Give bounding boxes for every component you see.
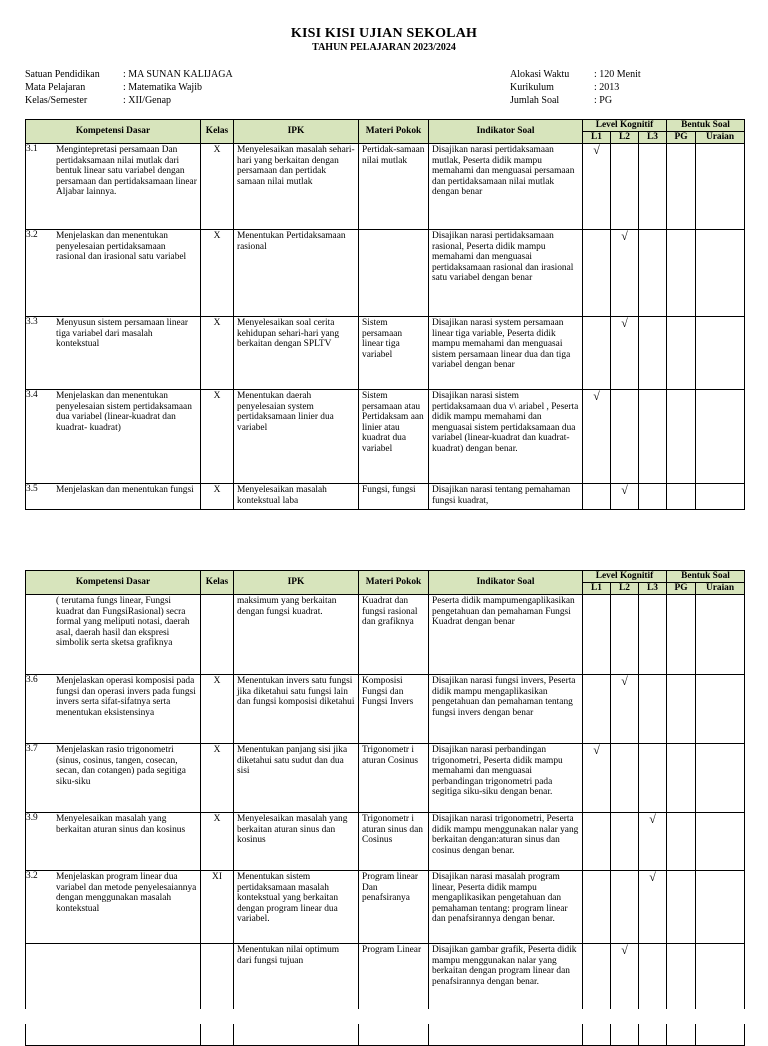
table-row [26, 871, 745, 944]
header-materi-pokok: Materi Pokok [359, 571, 429, 595]
table-row [26, 144, 745, 230]
document-subtitle: TAHUN PELAJARAN 2023/2024 [312, 42, 456, 53]
bentuk-uraian-cell [696, 813, 745, 871]
level-l2-cell [611, 317, 639, 390]
header-bentuk-soal: Bentuk Soal [667, 571, 745, 583]
kd-text: Menjelaskan dan menentukan fungsi [56, 485, 194, 495]
table-row [26, 230, 745, 317]
kd-number: 3.2 [26, 230, 38, 240]
indikator-soal-cell: Disajikan narasi trigonometri, Peserta didik mampu menggunakan nalar yang berkaitan dengan:aturan sinus dan cosinus dengan benar. [429, 813, 583, 871]
kompetensi-dasar-cell [26, 390, 201, 484]
ipk-cell: Menyelesaikan masalah sehari-hari yang berkaitan dengan persamaan dan pertidak samaan nilai mutlak [234, 144, 359, 230]
table-row [26, 595, 745, 675]
header-bentuk-soal: Bentuk Soal [667, 120, 745, 132]
level-l3-cell [639, 813, 667, 871]
header-kelas: Kelas [201, 120, 234, 144]
header-level-kognitif: Level Kognitif [583, 120, 667, 132]
bentuk-uraian-cell [696, 230, 745, 317]
ipk-cell: Menentukan nilai optimum dari fungsi tujuan [234, 944, 359, 1016]
check-mark-icon: √ [593, 743, 600, 757]
materi-pokok-cell: Pertidak-samaan nilai mutlak [359, 144, 429, 230]
indikator-soal-cell: Disajikan narasi tentang pemahaman fungsi kuadrat, [429, 484, 583, 510]
table-row [26, 390, 745, 484]
level-l1-cell [583, 813, 611, 871]
level-l2-cell [611, 390, 639, 484]
ipk-cell: Menentukan panjang sisi jika diketahui satu sudut dan dua sisi [234, 744, 359, 813]
level-l3-cell [639, 144, 667, 230]
materi-pokok-cell: Program linear Dan penafsiranya [359, 871, 429, 944]
table-row [26, 744, 745, 813]
level-l2-cell [611, 484, 639, 510]
kd-number: 3.7 [26, 744, 38, 754]
header-level-kognitif: Level Kognitif [583, 571, 667, 583]
check-mark-icon: √ [593, 389, 600, 403]
level-l1-cell [583, 744, 611, 813]
header-indikator-soal: Indikator Soal [429, 120, 583, 144]
header-l3: L3 [639, 583, 667, 595]
bentuk-pg-cell [667, 813, 696, 871]
header-ipk: IPK [234, 571, 359, 595]
level-l3-cell [639, 675, 667, 744]
level-l1-cell [583, 230, 611, 317]
document-title: KISI KISI UJIAN SEKOLAH [290, 26, 478, 41]
level-l3-cell [639, 744, 667, 813]
kelas-cell: X [201, 144, 234, 230]
kd-text: Menjelaskan dan menentukan penyelesaian sistem pertidaksamaan dua variabel (linear-kuadrat dan kuadrat- kuadrat) [56, 391, 192, 433]
kelas-cell: X [201, 675, 234, 744]
bentuk-uraian-cell [696, 484, 745, 510]
level-l1-cell [583, 944, 611, 1016]
check-mark-icon: √ [621, 229, 628, 243]
bentuk-uraian-cell [696, 871, 745, 944]
kompetensi-dasar-cell [26, 230, 201, 317]
page-bottom-edge [0, 1009, 768, 1024]
level-l2-cell [611, 871, 639, 944]
level-l3-cell [639, 871, 667, 944]
check-mark-icon: √ [621, 943, 628, 957]
materi-pokok-cell: Sistem persamaan atau Pertidaksam aan linier atau kuadrat dua variabel [359, 390, 429, 484]
header-uraian: Uraian [696, 583, 745, 595]
bentuk-pg-cell [667, 595, 696, 675]
bentuk-uraian-cell [696, 744, 745, 813]
kd-number: 3.9 [26, 813, 38, 823]
kompetensi-dasar-cell [26, 813, 201, 871]
identity-left [25, 68, 233, 108]
materi-pokok-cell: Trigonometr i aturan sinus dan Cosinus [359, 813, 429, 871]
level-l1-cell [583, 390, 611, 484]
kompetensi-dasar-cell [26, 144, 201, 230]
ipk-cell: Menentukan Pertidaksamaan rasional [234, 230, 359, 317]
header-uraian: Uraian [696, 132, 745, 144]
table-row [26, 813, 745, 871]
level-l2-cell [611, 230, 639, 317]
indikator-soal-cell: Disajikan narasi system persamaan linear tiga variable, Peserta didik mampu memahami dan menguasai sistem persamaan linear dua dan tiga variabel dengan benar [429, 317, 583, 390]
kd-number: 3.1 [26, 144, 38, 154]
kelas-cell: X [201, 390, 234, 484]
ipk-cell: Menyelesaikan masalah yang berkaitan aturan sinus dan kosinus [234, 813, 359, 871]
level-l2-cell [611, 944, 639, 1016]
level-l2-cell [611, 595, 639, 675]
bentuk-pg-cell [667, 390, 696, 484]
materi-pokok-cell: Komposisi Fungsi dan Fungsi Invers [359, 675, 429, 744]
materi-pokok-cell: Trigonometr i aturan Cosinus [359, 744, 429, 813]
ipk-cell: Menentukan sistem pertidaksamaan masalah kontekstual yang berkaitan dengan program linear dua variabel. [234, 871, 359, 944]
info-row-satuan: Satuan Pendidikan : MA SUNAN KALIJAGA [25, 69, 233, 80]
kompetensi-dasar-cell [26, 744, 201, 813]
kelas-cell [201, 944, 234, 1016]
header-l1: L1 [583, 583, 611, 595]
info-row-mapel: Mata Pelajaran : Matematika Wajib [25, 82, 202, 94]
level-l1-cell [583, 595, 611, 675]
header-kompetensi-dasar: Kompetensi Dasar [26, 571, 201, 595]
check-mark-icon: √ [621, 674, 628, 688]
kelas-cell [201, 595, 234, 675]
level-l3-cell [639, 390, 667, 484]
level-l2-cell [611, 744, 639, 813]
bentuk-pg-cell [667, 484, 696, 510]
header-l2: L2 [611, 132, 639, 144]
indikator-soal-cell: Disajikan narasi perbandingan trigonometri, Peserta didik mampu memahami dan menguasai perbandingan trigonometri pada segitiga siku-siku dengan benar. [429, 744, 583, 813]
info-row-kurikulum: Kurikulum : 2013 [510, 82, 620, 94]
ipk-cell: Menyelesaikan masalah kontekstual laba [234, 484, 359, 510]
header-l1: L1 [583, 132, 611, 144]
indikator-soal-cell: Disajikan gambar grafik, Peserta didik mampu menggunakan nalar yang berkaitan dengan program linear dan penafsirannya dengan benar. [429, 944, 583, 1016]
info-row-alokasi: Alokasi Waktu : 120 Menit [510, 69, 641, 80]
check-mark-icon: √ [621, 483, 628, 497]
info-row-jumlah: Jumlah Soal : PG [510, 95, 613, 107]
kelas-cell: XI [201, 871, 234, 944]
kd-text: Menyusun sistem persamaan linear tiga variabel dari masalah kontekstual [56, 318, 188, 350]
kisi-table-2 [25, 570, 745, 1046]
kompetensi-dasar-cell [26, 484, 201, 510]
header-l2: L2 [611, 583, 639, 595]
kd-number: 3.3 [26, 317, 38, 327]
table-row [26, 944, 745, 1016]
kd-number: 3.5 [26, 484, 38, 494]
level-l1-cell [583, 675, 611, 744]
bentuk-pg-cell [667, 871, 696, 944]
kd-text: Mengintepretasi persamaan Dan pertidaksamaan nilai mutlak dari bentuk linear satu variabel dengan persamaan dan pertidaksamaan linear Aljabar lainnya. [56, 145, 197, 198]
level-l3-cell [639, 944, 667, 1016]
header-pg: PG [667, 132, 696, 144]
level-l1-cell [583, 144, 611, 230]
header-pg: PG [667, 583, 696, 595]
table-row [26, 675, 745, 744]
bentuk-uraian-cell [696, 595, 745, 675]
indikator-soal-cell: Disajikan narasi sistem pertidaksamaan dua v\ ariabel , Peserta didik mampu memahami dan menguasai sistem pertidaksamaan dua variabel (linear-kuadrat dan kuadrat- kuadrat) dengan benar. [429, 390, 583, 484]
info-row-kelas: Kelas/Semester : XII/Genap [25, 95, 172, 107]
indikator-soal-cell: Disajikan narasi pertidaksamaan mutlak, Peserta didik mampu memahami dan menguasai persamaan dan pertidaksamaan nilai mutlak dengan benar [429, 144, 583, 230]
bentuk-pg-cell [667, 317, 696, 390]
kompetensi-dasar-cell [26, 317, 201, 390]
level-l2-cell [611, 675, 639, 744]
indikator-soal-cell: Disajikan narasi masalah program linear, Peserta didik mampu mengaplikasikan pengetahuan dan pemahaman tentang: program linear dan penafsirannya dengan benar. [429, 871, 583, 944]
identity-right [510, 68, 641, 108]
kisi-table-1 [25, 119, 745, 510]
ipk-cell: maksimum yang berkaitan dengan fungsi kuadrat. [234, 595, 359, 675]
table-row [26, 317, 745, 390]
kompetensi-dasar-cell [26, 871, 201, 944]
check-mark-icon: √ [621, 316, 628, 330]
level-l1-cell [583, 317, 611, 390]
check-mark-icon: √ [649, 870, 656, 884]
kd-text: Menyelesaikan masalah yang berkaitan aturan sinus dan kosinus [56, 814, 186, 835]
level-l3-cell [639, 230, 667, 317]
ipk-cell: Menentukan invers satu fungsi jika diketahui satu fungsi lain dan fungsi komposisi diketahui [234, 675, 359, 744]
table-row [26, 484, 745, 510]
kd-number: 3.2 [26, 871, 38, 881]
kd-text: ( terutama fungs linear, Fungsi kuadrat dan FungsiRasional) secra formal yang meliputi notasi, daerah asal, daerah hasil dan ekspresi simbolik serta sketsa grafiknya [56, 596, 190, 649]
level-l2-cell [611, 144, 639, 230]
bentuk-pg-cell [667, 944, 696, 1016]
indikator-soal-cell: Disajikan narasi pertidaksamaan rasional, Peserta didik mampu memahami dan menguasai pertidaksamaan rasional dan irasional satu variabel dengan benar [429, 230, 583, 317]
kompetensi-dasar-cell [26, 944, 201, 1016]
materi-pokok-cell: Kuadrat dan fungsi rasional dan grafiknya [359, 595, 429, 675]
indikator-soal-cell: Peserta didik mampumengaplikasikan pengetahuan dan pemahaman Fungsi Kuadrat dengan benar [429, 595, 583, 675]
kd-text: Menjelaskan dan menentukan penyelesaian pertidaksamaan rasional dan irasional satu variabel [56, 231, 187, 263]
bentuk-uraian-cell [696, 675, 745, 744]
ipk-cell: Menyelesaikan soal cerita kehidupan sehari-hari yang berkaitan dengan SPLTV [234, 317, 359, 390]
bentuk-uraian-cell [696, 317, 745, 390]
check-mark-icon: √ [649, 812, 656, 826]
kd-text: Menjelaskan program linear dua variabel dan metode penyelesaiannya dengan menggunakan masalah kontekstual [56, 872, 197, 914]
kompetensi-dasar-cell [26, 675, 201, 744]
check-mark-icon: √ [593, 143, 600, 157]
header-kelas: Kelas [201, 571, 234, 595]
bentuk-pg-cell [667, 675, 696, 744]
kd-text: Menjelaskan operasi komposisi pada fungsi dan operasi invers pada fungsi invers serta sifat-sifatnya serta menentukan eksistensinya [56, 676, 196, 718]
header-l3: L3 [639, 132, 667, 144]
level-l3-cell [639, 595, 667, 675]
level-l3-cell [639, 317, 667, 390]
header-kompetensi-dasar: Kompetensi Dasar [26, 120, 201, 144]
header-indikator-soal: Indikator Soal [429, 571, 583, 595]
indikator-soal-cell: Disajikan narasi fungsi invers, Peserta didik mampu mengaplikasikan pengetahuan dan pemahaman tentang fungsi invers dengan benar [429, 675, 583, 744]
materi-pokok-cell: Sistem persamaan linear tiga variabel [359, 317, 429, 390]
materi-pokok-cell [359, 230, 429, 317]
header-materi-pokok: Materi Pokok [359, 120, 429, 144]
kompetensi-dasar-cell [26, 595, 201, 675]
kelas-cell: X [201, 317, 234, 390]
bentuk-uraian-cell [696, 390, 745, 484]
bentuk-pg-cell [667, 744, 696, 813]
bentuk-pg-cell [667, 144, 696, 230]
kd-number: 3.4 [26, 390, 38, 400]
kelas-cell: X [201, 484, 234, 510]
level-l1-cell [583, 484, 611, 510]
level-l1-cell [583, 871, 611, 944]
level-l2-cell [611, 813, 639, 871]
bentuk-pg-cell [667, 230, 696, 317]
materi-pokok-cell: Program Linear [359, 944, 429, 1016]
kelas-cell: X [201, 744, 234, 813]
bentuk-uraian-cell [696, 144, 745, 230]
ipk-cell: Menentukan daerah penyelesaian system pertidaksamaan linier dua variabel [234, 390, 359, 484]
materi-pokok-cell: Fungsi, fungsi [359, 484, 429, 510]
kd-number: 3.6 [26, 675, 38, 685]
level-l3-cell [639, 484, 667, 510]
bentuk-uraian-cell [696, 944, 745, 1016]
header-ipk: IPK [234, 120, 359, 144]
kelas-cell: X [201, 230, 234, 317]
kelas-cell: X [201, 813, 234, 871]
kd-text: Menjelaskan rasio trigonometri (sinus, cosinus, tangen, cosecan, secan, dan cotangen) pada segitiga siku-siku [56, 745, 186, 787]
